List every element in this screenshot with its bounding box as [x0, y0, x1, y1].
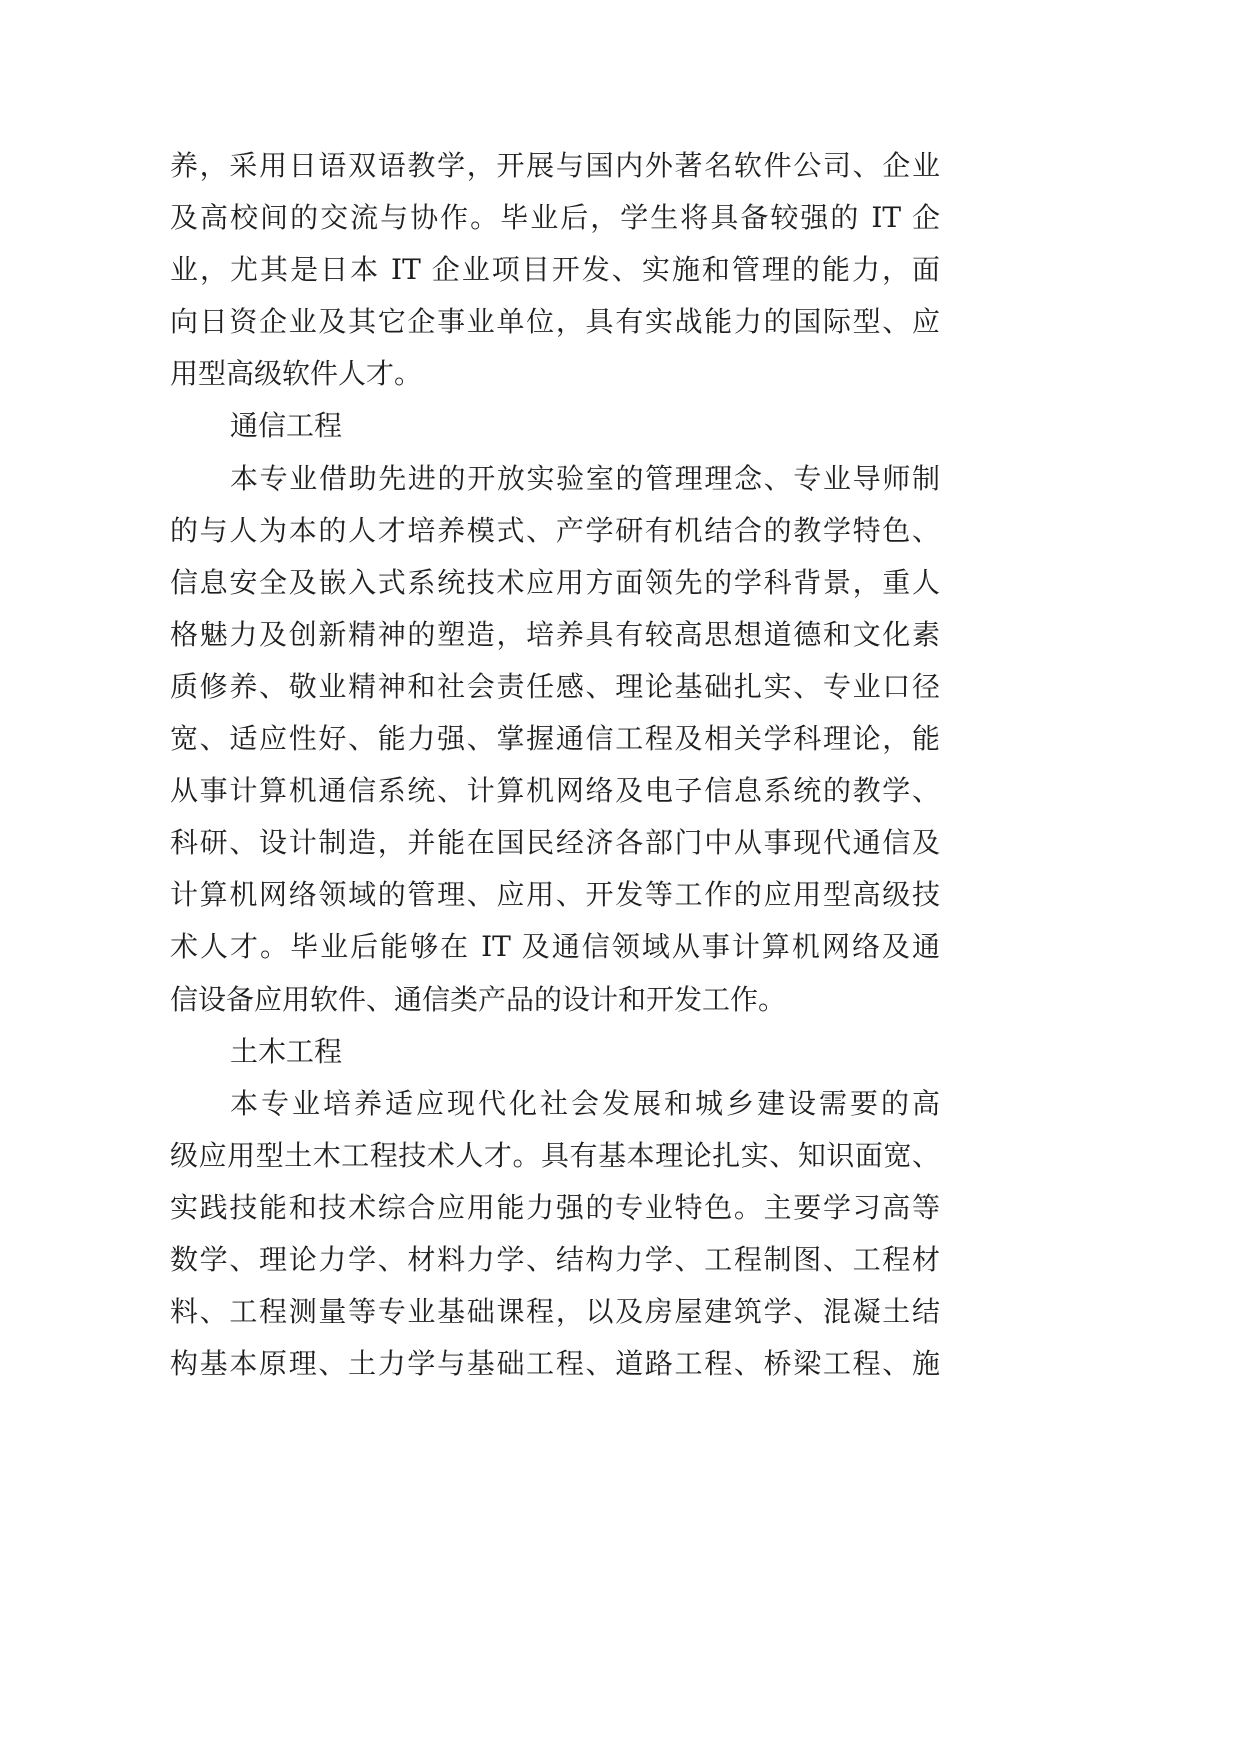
text-line: 信息安全及嵌入式系统技术应用方面领先的学科背景，重人 — [170, 565, 940, 599]
text-line: 数学、理论力学、材料力学、结构力学、工程制图、工程材 — [170, 1242, 940, 1276]
text-line: 信设备应用软件、通信类产品的设计和开发工作。 — [170, 982, 787, 1016]
text-line: 计算机网络领域的管理、应用、开发等工作的应用型高级技 — [170, 878, 940, 912]
text-line: 构基本原理、土力学与基础工程、道路工程、桥梁工程、施 — [170, 1347, 940, 1381]
text-line: 从事计算机通信系统、计算机网络及电子信息系统的教学、 — [170, 774, 940, 808]
document-body — [170, 140, 940, 1390]
text-line: 料、工程测量等专业基础课程，以及房屋建筑学、混凝土结 — [170, 1295, 940, 1329]
text-line: 科研、设计制造，并能在国民经济各部门中从事现代通信及 — [170, 826, 940, 860]
text-line: 格魅力及创新精神的塑造，培养具有较高思想道德和文化素 — [170, 617, 940, 651]
section-heading: 土木工程 — [230, 1034, 343, 1068]
text-line: 用型高级软件人才。 — [170, 357, 423, 391]
section-communication-engineering — [170, 400, 940, 1025]
text-line: 及高校间的交流与协作。毕业后，学生将具备较强的 IT 企 — [170, 201, 940, 235]
text-line: 向日资企业及其它企事业单位，具有实战能力的国际型、应 — [170, 305, 940, 339]
text-line: 养，采用日语双语教学，开展与国内外著名软件公司、企业 — [170, 149, 940, 182]
text-line: 本专业培养适应现代化社会发展和城乡建设需要的高 — [230, 1086, 940, 1120]
text-line: 业，尤其是日本 IT 企业项目开发、实施和管理的能力，面 — [170, 253, 940, 287]
text-line: 级应用型土木工程技术人才。具有基本理论扎实、知识面宽、 — [170, 1138, 940, 1172]
section-heading: 通信工程 — [230, 409, 343, 443]
text-line: 宽、适应性好、能力强、掌握通信工程及相关学科理论，能 — [170, 722, 940, 756]
section-civil-engineering — [170, 1026, 940, 1391]
text-line: 术人才。毕业后能够在 IT 及通信领域从事计算机网络及通 — [170, 930, 940, 964]
continued-paragraph — [170, 140, 940, 400]
text-line: 质修养、敬业精神和社会责任感、理论基础扎实、专业口径 — [170, 669, 940, 703]
text-line: 本专业借助先进的开放实验室的管理理念、专业导师制 — [230, 461, 940, 495]
text-line: 的与人为本的人才培养模式、产学研有机结合的教学特色、 — [170, 513, 940, 547]
text-line: 实践技能和技术综合应用能力强的专业特色。主要学习高等 — [170, 1190, 940, 1224]
